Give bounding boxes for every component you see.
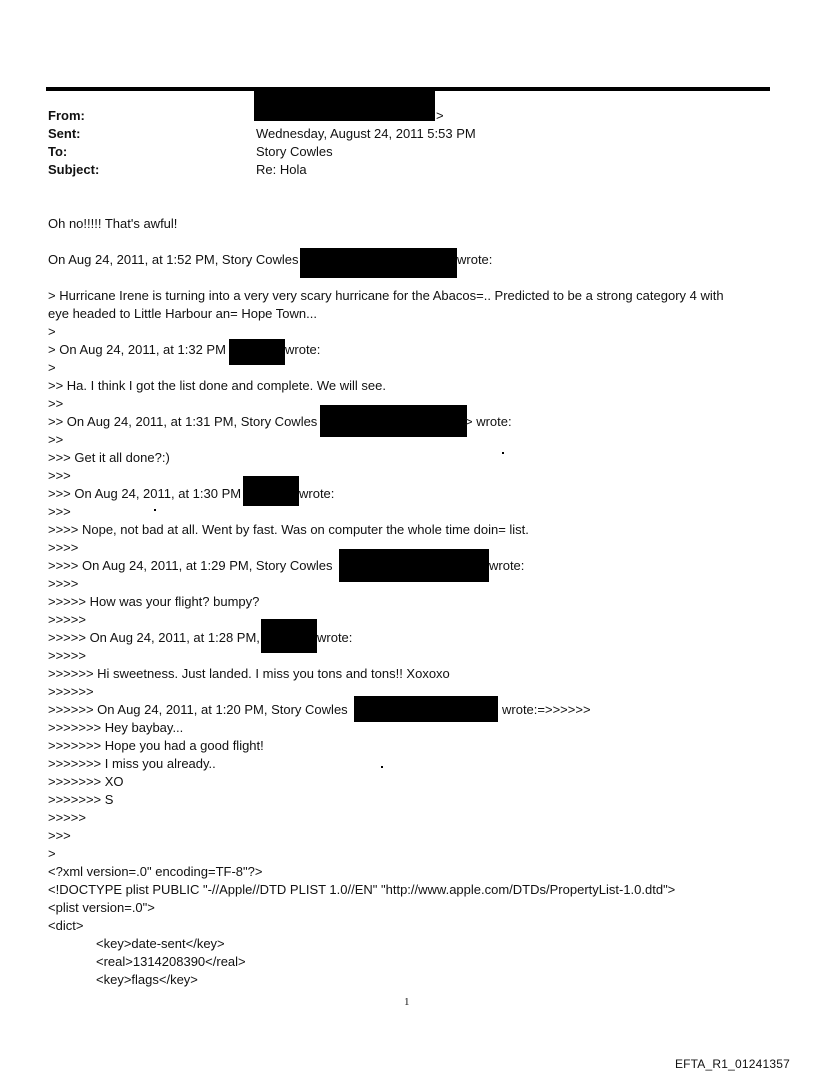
- from-value: >: [436, 108, 444, 123]
- redaction-email: [354, 696, 498, 722]
- redaction-email: [339, 549, 489, 582]
- xml-line: <key>flags</key>: [96, 972, 198, 987]
- sent-value: Wednesday, August 24, 2011 5:53 PM: [256, 126, 476, 141]
- quote-line: >>>>>>> Hope you had a good flight!: [48, 738, 264, 753]
- quote-line: >>: [48, 432, 64, 447]
- quote-line: >: [48, 846, 56, 861]
- quote-line: wrote:=>>>>>>: [502, 702, 591, 717]
- xml-line: <!DOCTYPE plist PUBLIC "-//Apple//DTD PLIST 1.0//EN" "http://www.apple.com/DTDs/PropertyList-1.0.dtd">: [48, 882, 676, 897]
- quote-line: > Hurricane Irene is turning into a very very scary hurricane for the Abacos=.. Predicted to be a strong category 4 with: [48, 288, 724, 303]
- quote-line: >>>>>>> S: [48, 792, 114, 807]
- redaction-email: [320, 405, 467, 437]
- quote-line: >>> On Aug 24, 2011, at 1:30 PM: [48, 486, 242, 501]
- quote-line: eye headed to Little Harbour an= Hope Town...: [48, 306, 317, 321]
- quote-line: >>>: [48, 504, 71, 519]
- redaction-name: [229, 339, 285, 365]
- quote-line: >: [48, 324, 56, 339]
- xml-line: <?xml version=.0" encoding=TF-8"?>: [48, 864, 263, 879]
- quote-line: >>>>: [48, 576, 79, 591]
- xml-line: <real>1314208390</real>: [96, 954, 246, 969]
- quote-line: wrote:: [285, 342, 321, 357]
- from-label: From:: [48, 108, 85, 123]
- quote-line: >>: [48, 396, 64, 411]
- xml-line: <plist version=.0">: [48, 900, 155, 915]
- speck: [154, 509, 156, 511]
- page-number: 1: [404, 996, 410, 1008]
- quote-line: wrote:: [317, 630, 353, 645]
- quote-line: >>>>>> Hi sweetness. Just landed. I miss you tons and tons!! Xoxoxo: [48, 666, 450, 681]
- quote-line: >>>>>>> I miss you already..: [48, 756, 216, 771]
- quote-line: >>>>>> On Aug 24, 2011, at 1:20 PM, Story Cowles: [48, 702, 348, 717]
- quote-line: >>>>: [48, 540, 79, 555]
- speck: [502, 452, 504, 454]
- quote-line: wrote:: [299, 486, 335, 501]
- document-id: EFTA_R1_01241357: [674, 1057, 790, 1071]
- redaction-name: [261, 619, 317, 653]
- redaction-from: [254, 89, 435, 121]
- quote-line: >>>: [48, 828, 71, 843]
- quote-line: >>>>>>> XO: [48, 774, 124, 789]
- speck: [381, 766, 383, 768]
- redaction-email: [300, 248, 457, 278]
- quote-line: >>>>> On Aug 24, 2011, at 1:28 PM,: [48, 630, 260, 645]
- quote-line: >>>> Nope, not bad at all. Went by fast. Was on computer the whole time doin= list.: [48, 522, 529, 537]
- quote-line: On Aug 24, 2011, at 1:52 PM, Story Cowles: [48, 252, 299, 267]
- quote-line: wrote:: [457, 252, 493, 267]
- quote-line: >>>: [48, 468, 71, 483]
- sent-label: Sent:: [48, 126, 81, 141]
- quote-line: >>>>>: [48, 648, 86, 663]
- quote-line: >>>>>>> Hey baybay...: [48, 720, 184, 735]
- quote-line: > wrote:: [465, 414, 512, 429]
- subject-label: Subject:: [48, 162, 100, 177]
- to-value: Story Cowles: [256, 144, 333, 159]
- quote-line: >>> Get it all done?:): [48, 450, 170, 465]
- quote-line: >>>>>: [48, 612, 86, 627]
- quote-line: >>>>>>: [48, 684, 94, 699]
- reply-text: Oh no!!!!! That's awful!: [48, 216, 178, 231]
- to-label: To:: [48, 144, 68, 159]
- redaction-name: [243, 476, 299, 506]
- xml-line: <dict>: [48, 918, 84, 933]
- quote-line: wrote:: [489, 558, 525, 573]
- quote-line: >> On Aug 24, 2011, at 1:31 PM, Story Cowles: [48, 414, 318, 429]
- xml-line: <key>date-sent</key>: [96, 936, 225, 951]
- quote-line: >>>>> How was your flight? bumpy?: [48, 594, 260, 609]
- quote-line: >> Ha. I think I got the list done and complete. We will see.: [48, 378, 386, 393]
- quote-line: >>>> On Aug 24, 2011, at 1:29 PM, Story Cowles: [48, 558, 333, 573]
- subject-value: Re: Hola: [256, 162, 307, 177]
- quote-line: >: [48, 360, 56, 375]
- quote-line: >>>>>: [48, 810, 86, 825]
- quote-line: > On Aug 24, 2011, at 1:32 PM: [48, 342, 226, 357]
